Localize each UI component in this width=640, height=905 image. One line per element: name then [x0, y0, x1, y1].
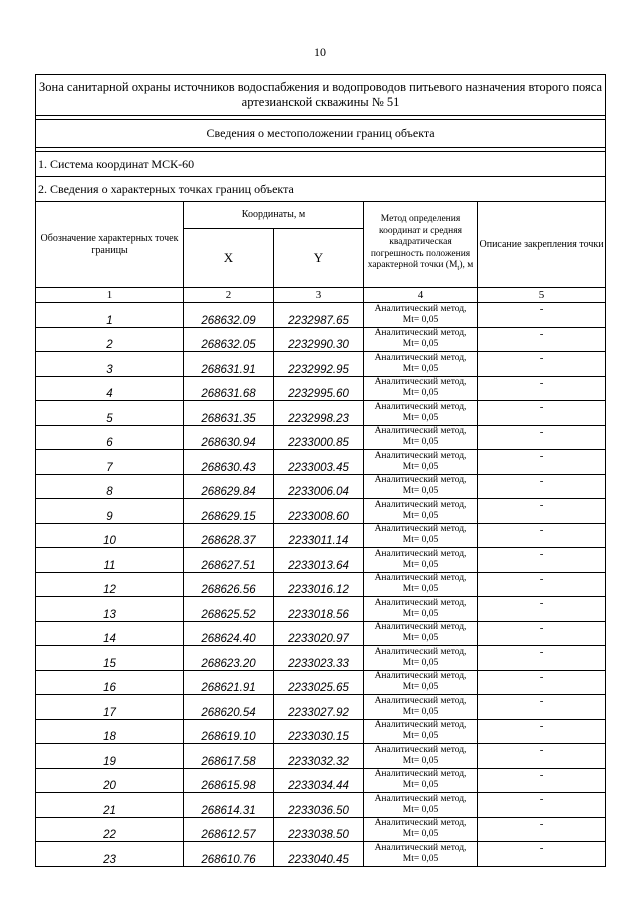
method-cell [364, 523, 478, 548]
fixing-description: - [478, 327, 606, 352]
table-row [36, 768, 606, 793]
point-number: 7 [36, 450, 184, 475]
table-row [36, 842, 606, 867]
method-error: Mt= 0,05 [402, 584, 439, 595]
header-y: Y [274, 229, 364, 288]
method-text: Аналитический метод, [374, 842, 467, 853]
point-number: 18 [36, 719, 184, 744]
method-text: Аналитический метод, [374, 646, 467, 657]
point-number: 17 [36, 695, 184, 720]
coord-x: 268623.20 [184, 646, 274, 671]
coord-y: 2233000.85 [274, 425, 364, 450]
fixing-description: - [478, 597, 606, 622]
method-error: Mt= 0,05 [402, 412, 439, 423]
method-cell [364, 621, 478, 646]
fixing-description: - [478, 744, 606, 769]
coord-y: 2232998.23 [274, 401, 364, 426]
method-error: Mt= 0,05 [402, 731, 439, 742]
method-text: Аналитический метод, [374, 769, 467, 780]
table-row [36, 695, 606, 720]
fixing-description: - [478, 450, 606, 475]
table-row [36, 425, 606, 450]
coord-x: 268630.94 [184, 425, 274, 450]
method-text: Аналитический метод, [374, 475, 467, 486]
table-row [36, 621, 606, 646]
table-row [36, 450, 606, 475]
point-number: 5 [36, 401, 184, 426]
method-cell [364, 303, 478, 328]
fixing-description: - [478, 572, 606, 597]
method-error: Mt= 0,05 [402, 755, 439, 766]
point-number: 8 [36, 474, 184, 499]
method-error: Mt= 0,05 [402, 388, 439, 399]
coord-x: 268630.43 [184, 450, 274, 475]
method-error: Mt= 0,05 [402, 314, 439, 325]
method-cell [364, 695, 478, 720]
header-description: Описание закрепления точки [478, 202, 606, 288]
table-row [36, 401, 606, 426]
coord-x: 268632.09 [184, 303, 274, 328]
method-text: Аналитический метод, [374, 622, 467, 633]
page-number: 10 [314, 45, 326, 59]
method-text: Аналитический метод, [374, 818, 467, 829]
coord-y: 2233032.32 [274, 744, 364, 769]
fixing-description: - [478, 695, 606, 720]
table-row [36, 548, 606, 573]
coord-x: 268624.40 [184, 621, 274, 646]
column-number: 5 [478, 288, 606, 303]
coord-y: 2233027.92 [274, 695, 364, 720]
coord-x: 268620.54 [184, 695, 274, 720]
method-cell [364, 768, 478, 793]
coord-x: 268627.51 [184, 548, 274, 573]
coord-x: 268631.68 [184, 376, 274, 401]
coord-x: 268617.58 [184, 744, 274, 769]
method-cell [364, 548, 478, 573]
column-number: 3 [274, 288, 364, 303]
method-text: Аналитический метод, [374, 793, 467, 804]
method-error: Mt= 0,05 [402, 853, 439, 864]
point-number: 23 [36, 842, 184, 867]
coord-y: 2233034.44 [274, 768, 364, 793]
method-error: Mt= 0,05 [402, 510, 439, 521]
header-point-designation: Обозначение характерных точек границы [36, 202, 184, 288]
method-cell [364, 719, 478, 744]
method-error: Mt= 0,05 [402, 682, 439, 693]
table-row [36, 523, 606, 548]
method-cell [364, 425, 478, 450]
method-error: Mt= 0,05 [402, 804, 439, 815]
method-cell [364, 450, 478, 475]
method-text: Аналитический метод, [374, 426, 467, 437]
fixing-description: - [478, 842, 606, 867]
point-number: 6 [36, 425, 184, 450]
coord-x: 268631.35 [184, 401, 274, 426]
column-number: 4 [364, 288, 478, 303]
fixing-description: - [478, 670, 606, 695]
fixing-description: - [478, 401, 606, 426]
point-number: 2 [36, 327, 184, 352]
coord-x: 268610.76 [184, 842, 274, 867]
table-row [36, 327, 606, 352]
coord-y: 2232995.60 [274, 376, 364, 401]
method-error: Mt= 0,05 [402, 363, 439, 374]
method-error: Mt= 0,05 [402, 829, 439, 840]
coord-y: 2233003.45 [274, 450, 364, 475]
method-error: Mt= 0,05 [402, 486, 439, 497]
method-error: Mt= 0,05 [402, 706, 439, 717]
table-row [36, 817, 606, 842]
coord-x: 268632.05 [184, 327, 274, 352]
column-numbers-row [36, 288, 606, 303]
point-number: 10 [36, 523, 184, 548]
table-row [36, 474, 606, 499]
fixing-description: - [478, 646, 606, 671]
fixing-description: - [478, 621, 606, 646]
coord-x: 268619.10 [184, 719, 274, 744]
method-text: Аналитический метод, [374, 377, 467, 388]
fixing-description: - [478, 719, 606, 744]
method-cell [364, 376, 478, 401]
method-cell [364, 597, 478, 622]
method-text: Аналитический метод, [374, 573, 467, 584]
point-number: 9 [36, 499, 184, 524]
method-error: Mt= 0,05 [402, 633, 439, 644]
coord-y: 2233036.50 [274, 793, 364, 818]
method-cell [364, 499, 478, 524]
method-error: Mt= 0,05 [402, 608, 439, 619]
point-number: 12 [36, 572, 184, 597]
section-title: Сведения о местоположении границ объекта [36, 120, 606, 148]
method-cell [364, 744, 478, 769]
coord-y: 2232990.30 [274, 327, 364, 352]
method-text: Аналитический метод, [374, 352, 467, 363]
method-error: Mt= 0,05 [402, 657, 439, 668]
table-row [36, 646, 606, 671]
method-text: Аналитический метод, [374, 695, 467, 706]
method-text: Аналитический метод, [374, 597, 467, 608]
coord-x: 268621.91 [184, 670, 274, 695]
point-number: 22 [36, 817, 184, 842]
fixing-description: - [478, 425, 606, 450]
method-error: Mt= 0,05 [402, 559, 439, 570]
method-text: Аналитический метод, [374, 720, 467, 731]
document-title: Зона санитарной охраны источников водоспабжения и водопроводов питьевого назначения второго пояса артезианской скважины № 51 [36, 75, 606, 116]
table-row [36, 572, 606, 597]
point-number: 21 [36, 793, 184, 818]
fixing-description: - [478, 376, 606, 401]
coord-x: 268625.52 [184, 597, 274, 622]
coord-y: 2233030.15 [274, 719, 364, 744]
point-number: 20 [36, 768, 184, 793]
column-number: 2 [184, 288, 274, 303]
coord-y: 2233020.97 [274, 621, 364, 646]
coord-y: 2233025.65 [274, 670, 364, 695]
method-text: Аналитический метод, [374, 744, 467, 755]
table-row [36, 670, 606, 695]
table-row [36, 719, 606, 744]
coord-y: 2233040.45 [274, 842, 364, 867]
coord-y: 2232987.65 [274, 303, 364, 328]
table-row [36, 352, 606, 377]
method-cell [364, 842, 478, 867]
method-cell [364, 670, 478, 695]
coord-y: 2233023.33 [274, 646, 364, 671]
point-number: 16 [36, 670, 184, 695]
point-number: 1 [36, 303, 184, 328]
method-error: Mt= 0,05 [402, 535, 439, 546]
coord-y: 2232992.95 [274, 352, 364, 377]
method-error: Mt= 0,05 [402, 780, 439, 791]
coord-x: 268631.91 [184, 352, 274, 377]
coord-y: 2233006.04 [274, 474, 364, 499]
table-row [36, 499, 606, 524]
point-number: 19 [36, 744, 184, 769]
point-number: 15 [36, 646, 184, 671]
coord-x: 268612.57 [184, 817, 274, 842]
method-text: Аналитический метод, [374, 671, 467, 682]
coord-x: 268615.98 [184, 768, 274, 793]
coord-x: 268614.31 [184, 793, 274, 818]
fixing-description: - [478, 523, 606, 548]
method-error: Mt= 0,05 [402, 461, 439, 472]
fixing-description: - [478, 817, 606, 842]
coordinate-system: 1. Система координат МСК-60 [36, 152, 606, 177]
method-cell [364, 646, 478, 671]
coord-x: 268628.37 [184, 523, 274, 548]
points-section-heading: 2. Сведения о характерных точках границ объекта [36, 177, 606, 202]
fixing-description: - [478, 303, 606, 328]
table-row [36, 597, 606, 622]
coord-x: 268629.15 [184, 499, 274, 524]
coord-x: 268629.84 [184, 474, 274, 499]
coord-y: 2233011.14 [274, 523, 364, 548]
method-text: Аналитический метод, [374, 524, 467, 535]
point-number: 3 [36, 352, 184, 377]
coord-y: 2233008.60 [274, 499, 364, 524]
point-number: 4 [36, 376, 184, 401]
method-cell [364, 327, 478, 352]
method-text: Аналитический метод, [374, 499, 467, 510]
fixing-description: - [478, 548, 606, 573]
table-row [36, 793, 606, 818]
method-cell [364, 474, 478, 499]
method-cell [364, 572, 478, 597]
coord-y: 2233016.12 [274, 572, 364, 597]
fixing-description: - [478, 768, 606, 793]
method-cell [364, 401, 478, 426]
header-method: Метод определения координат и средняя квадратическая погрешность положения характерной точки $(M_t)$, м [364, 202, 478, 288]
method-text: Аналитический метод, [374, 303, 467, 314]
coord-y: 2233038.50 [274, 817, 364, 842]
table-row [36, 303, 606, 328]
header-coordinates: Координаты, м [184, 202, 364, 229]
method-text: Аналитический метод, [374, 548, 467, 559]
table-row [36, 744, 606, 769]
method-error: Mt= 0,05 [402, 437, 439, 448]
table-row [36, 376, 606, 401]
coord-y: 2233013.64 [274, 548, 364, 573]
header-x: X [184, 229, 274, 288]
method-text: Аналитический метод, [374, 401, 467, 412]
fixing-description: - [478, 499, 606, 524]
point-number: 11 [36, 548, 184, 573]
boundary-points-table [35, 74, 606, 867]
point-number: 13 [36, 597, 184, 622]
fixing-description: - [478, 793, 606, 818]
column-number: 1 [36, 288, 184, 303]
method-text: Аналитический метод, [374, 328, 467, 339]
coord-x: 268626.56 [184, 572, 274, 597]
method-error: Mt= 0,05 [402, 339, 439, 350]
method-text: Аналитический метод, [374, 450, 467, 461]
method-cell [364, 793, 478, 818]
fixing-description: - [478, 352, 606, 377]
point-number: 14 [36, 621, 184, 646]
method-cell [364, 352, 478, 377]
coord-y: 2233018.56 [274, 597, 364, 622]
method-cell [364, 817, 478, 842]
fixing-description: - [478, 474, 606, 499]
